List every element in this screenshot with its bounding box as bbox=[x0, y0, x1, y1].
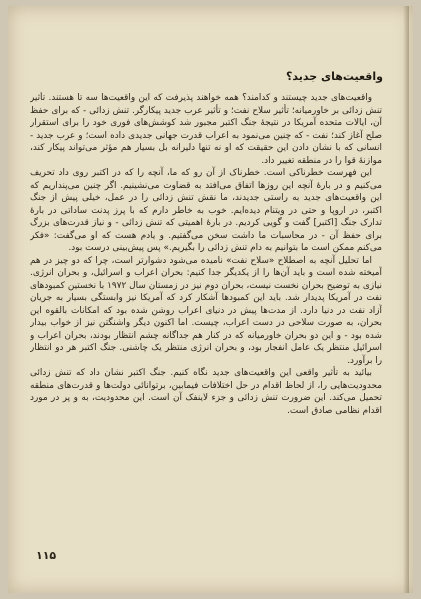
page-number: ۱۱۵ bbox=[36, 549, 57, 562]
paragraph: واقعیت‌های جدید چیستند و کدامند؟ همه خواهند پذیرفت که این واقعیت‌ها سه تا هستند. تأثیر تنش زدائی بر خاورمیانه؛ تأثیر سلاح نفت؛ و تأثیر عرب جدید پیکارگر. تنش زدائی - که برای حفظ آن، ایالات متحده آمریکا در نتیجهٔ جنگ اکتبر مجبور شد کوشش‌های فوری خود را برای استقرار صلح آغاز کند؛ نفت - که چنین می‌نمود به اعراب قدرت جهانی جدیدی داده است؛ و عرب جدید - انسانی که با نشان دادن این حقیقت که او نه تنها دلیرانه بل بسیار هم مؤثر می‌تواند پیکار کند، موازنهٔ قوا را در منطقه تغییر داد. bbox=[30, 93, 382, 166]
paragraph: بیائید به تأثیر واقعی این واقعیت‌های جدید نگاه کنیم. جنگ اکتبر نشان داد که تنش زدائی محدودیت‌هایی را، از لحاظ اقدام در حل اختلافات فیمابین، برتوانائی دولت‌ها و قدرت‌های منطقه تحمیل می‌کند. این ضرورت تنش زدائی و جزء لاینفک آن است. این محدودیت، به و پر در مورد اقدام نظامی صادق است. bbox=[30, 368, 382, 416]
paragraph: این فهرست خطرناکی است. خطرناک از آن رو که ما، آنچه را که در اکتبر روی داد تحریف می‌کنیم و در بارهٔ آنچه این روزها اتفاق می‌افتد به قضاوت می‌نشینیم. اگر چنین می‌پنداریم که این واقعیت‌های جدید به راستی جدیدند، ما نقش تنش زدائی را در عمل، خیلی پیش از جنگ اکتبر، در اروپا و حتی در ویتنام دیده‌ایم. خوب به خاطر دارم که با پرز پدنت ساداتی در بارهٔ تدارک جنگ [اکتبر] گفت و گویی کردیم. در بارهٔ اهمیتی که تنش زدائی - و نیاز قدرت‌های بزرگ برای حفظ آن - در محاسبات ما داشت سخن می‌گفتیم. و یادم هست که او می‌گفت: «فکر می‌کنم ممکن است ما بتوانیم به دام تنش زدائی را بگیریم.» پس پیش‌بینی درست بود. bbox=[30, 168, 382, 253]
paragraph: اما تحلیل آنچه به اصطلاح «سلاح نفت» نامیده می‌شود دشوارتر است، چرا که دو چیز در هم آمیخته شده است و باید آن‌ها را از یکدیگر جدا کنیم: بحران اعراب و اسرائیل، و بحران انرژی. نیازی به توضیح بحران نخست نیست، بحران دوم نیز در زمستان سال ۱۹۷۲ با نخستین کمبودهای نفت در آمریکا پدیدار شد. باید این کمبودها آشکار کرد که آمریکا نیز وابستگی بسیار به جریان آزاد نفت در دنیا دارد. از مدت‌ها پیش در دنیای اعراب روشن شده بود که امکانات بالقوه این بحران، به صورت سلاحی در دست اعراب، چیست. اما اکنون دیگر واشنگتن نیز از خواب بیدار شده بود - و این دو بحران خاورمیانه که در کنار هم جداگانه چشم انتظار بودند، بحران اعراب و اسرائیل منتظر یک عامل انفجار بود، و بحران انرژی منتظر یک چاشنی. جنگ اکتبر هر دو انتظار را برآورد. bbox=[30, 255, 382, 366]
section-title: واقعیت‌های جدید؟ bbox=[286, 70, 383, 83]
page-gutter-shadow bbox=[403, 6, 409, 593]
article-body bbox=[30, 92, 382, 562]
